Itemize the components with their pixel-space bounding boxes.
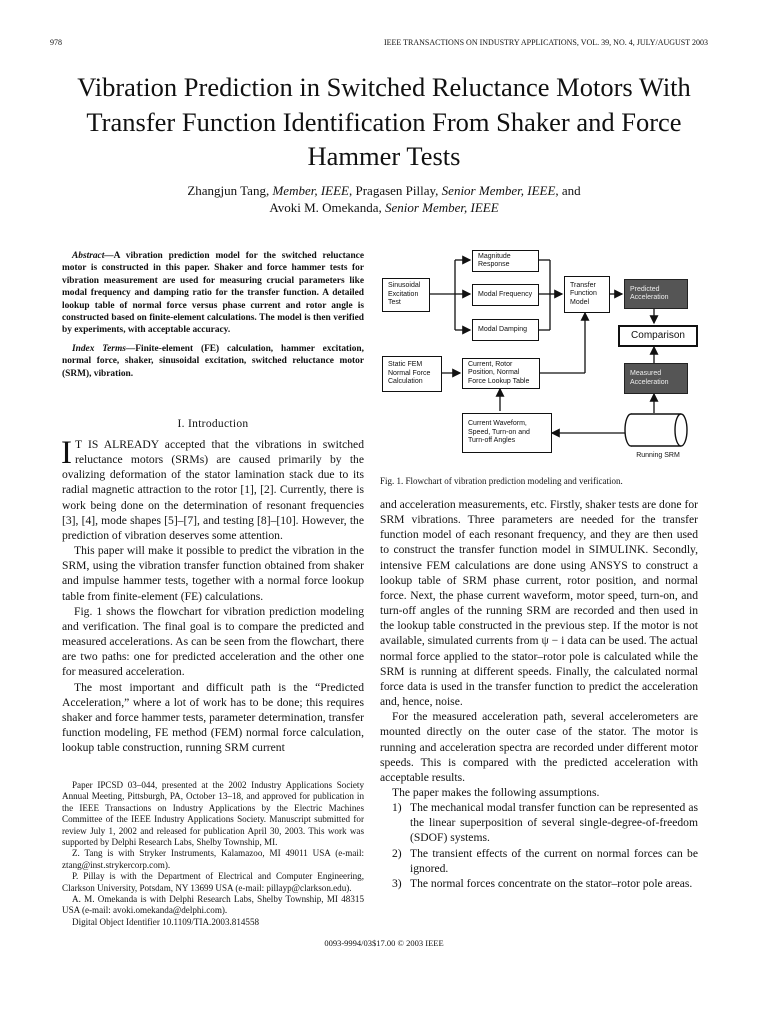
box-comparison: Comparison: [618, 325, 698, 347]
page-number: 978: [50, 38, 62, 47]
box-modal-frequency: Modal Frequency: [472, 284, 539, 306]
footnote-2: Z. Tang is with Stryker Instruments, Kalamazoo, MI 49011 USA (e-mail: ztang@inst.strykercorp.com).: [62, 848, 364, 870]
footnote-4: A. M. Omekanda is with Delphi Research Labs, Shelby Township, MI 48315 USA (e-mail: avoki.omekanda@delphi.com).: [62, 894, 364, 916]
list-item: 1) The mechanical modal transfer function can be represented as the linear superposition of several single-degree-of-freedom (SDOF) systems.: [392, 801, 698, 845]
intro-paragraph-2: This paper will make it possible to predict the vibration in the SRM, using the vibration transfer function obtained from shaker and impulse hammer tests, together with a normal force lookup table from finite-element (FE) calculations.: [62, 544, 364, 603]
footnote-3: P. Pillay is with the Department of Electrical and Computer Engineering, Clarkson University, Potsdam, NY 13699 USA (e-mail: pillayp@clarkson.edu).: [62, 871, 364, 893]
copyright-footer: 0093-9994/03$17.00 © 2003 IEEE: [324, 938, 444, 948]
list-item: 3) The normal forces concentrate on the stator–rotor pole areas.: [392, 876, 693, 890]
author-1-role: Member, IEEE: [272, 183, 349, 198]
figure-1-flowchart: [380, 246, 705, 466]
author-and: , and: [555, 183, 581, 198]
box-static-fem: Static FEM Normal Force Calculation: [382, 356, 442, 392]
abstract: [62, 250, 364, 380]
author-1: Zhangjun Tang,: [187, 183, 270, 198]
box-modal-damping: Modal Damping: [472, 319, 539, 341]
author-3: Avoki M. Omekanda,: [269, 200, 382, 215]
right-paragraph-1: and acceleration measurements, etc. Firstly, shaker tests are done for SRM vibrations. Three parameters are needed for the transfer function model of each resonant frequency, and they are then used to construct the transfer function model in SIMULINK. Secondly, intensive FEM calculations are done using ANSYS to construct a lookup table of SRM phase current, rotor position, and normal force. Next, the phase current waveform, motor speed, turn-on, and turn-off angles of the running SRM are recorded and then used in the lookup table constructed in the previous step. If the motor is not available, simulated currents from ψ − i data can be used. The actual normal force applied to the stator–rotor pole is calculated while the SRM is running at different speeds. Finally, the calculated normal force data is used in the transfer function to predict the acceleration and, hence, noise.: [380, 498, 698, 709]
intro-paragraph-3: Fig. 1 shows the flowchart for vibration prediction modeling and verification. The final goal is to compare the predicted and measured accelerations. As can be seen from the flowchart, there are two paths: one for predicted acceleration and the other one for measured acceleration.: [62, 604, 364, 679]
author-2: Pragasen Pillay,: [355, 183, 439, 198]
assumptions-list: [380, 800, 698, 891]
abstract-label: Abstract—: [72, 251, 114, 261]
footnote-5: Digital Object Identifier 10.1109/TIA.2003.814558: [72, 916, 260, 927]
right-paragraph-2: For the measured acceleration path, several accelerometers are mounted directly on the outer case of the stator. The motor is running and acceleration spectra are recorded under different motor speeds. This is compared with the predicted acceleration with acceptable results.: [380, 710, 698, 784]
author-line: Zhangjun Tang, Member, IEEE, Pragasen Pillay, Senior Member, IEEE, and Avoki M. Omekanda, Senior Member, IEEE: [187, 183, 581, 215]
lead-caps: T IS ALREADY: [75, 438, 159, 451]
paper-title: Vibration Prediction in Switched Reluctance Motors With Transfer Function Identification From Shaker and Force Hammer Tests: [77, 72, 691, 171]
section-heading: I. Introduction: [177, 418, 249, 430]
author-2-role: Senior Member, IEEE: [441, 183, 556, 198]
box-lookup-table: Current, Rotor Position, Normal Force Lookup Table: [462, 358, 540, 389]
right-column-body: [380, 497, 698, 891]
footnote-1: Paper IPCSD 03–044, presented at the 2002 Industry Applications Society Annual Meeting, Pittsburgh, PA, October 13–18, and approved for publication in the IEEE Transactions on Industry Applications by the Electric Machines Committee of the IEEE Industry Applications Society. Manuscript submitted for review July 1, 2002 and released for publication April 30, 2003. This work was supported by Delphi Research Labs, Shelby Township, MI.: [62, 780, 364, 848]
left-column-body: [62, 437, 364, 755]
box-transfer-function: Transfer Function Model: [564, 276, 610, 313]
index-terms-text: Finite-element (FE) calculation, hammer excitation, normal force, shaker, sinusoidal excitation, switched reluctance motor (SRM), vibration.: [62, 343, 364, 379]
box-measured-acceleration: Measured Acceleration: [624, 363, 688, 394]
list-item: 2) The transient effects of the current on normal forces can be ignored.: [392, 846, 698, 875]
abstract-text: A vibration prediction model for the switched reluctance motor is constructed in this paper. Shaker and force hammer tests for vibration measurement are used for measuring crucial parameters like modal frequency and damping ratio for the transfer function. A detailed lookup table of normal force versus phase current and rotor angle is constructed based on finite-element calculations. The model is then verified by experiments, with acceptable accuracy.: [62, 251, 364, 336]
box-magnitude-response: Magnitude Response: [472, 250, 539, 272]
box-current-waveform: Current Waveform, Speed, Turn-on and Turn-off Angles: [462, 413, 552, 453]
footnote: [62, 780, 364, 928]
index-terms-label: Index Terms—: [72, 343, 136, 354]
intro-paragraph-1: accepted that the vibrations in switched reluctance motors (SRMs) are caused primarily by the ovalizing deformation of the stator lamination stack due to its radial magnetic attraction to the rotor [1], [2]. Currently, there is work being done on the determination of resonant frequencies [3], [4], mode shapes [5]–[7], and testing [8]–[10]. However, the prediction of vibration deserves some attention.: [62, 438, 364, 542]
box-predicted-acceleration: Predicted Acceleration: [624, 279, 688, 309]
motor-cylinder-icon: [625, 414, 687, 446]
figure-1-caption: Fig. 1. Flowchart of vibration prediction modeling and verification.: [380, 476, 623, 486]
right-paragraph-3: The paper makes the following assumptions.: [392, 785, 600, 799]
intro-paragraph-4: The most important and difficult path is the “Predicted Acceleration,” where a lot of work has to be done; this requires shaker and force hammer tests, parameter determination, transfer function modeling, FE method (FEM) normal force calculation, lookup table construction, running SRM current: [62, 680, 364, 755]
box-sinusoidal-excitation: Sinusoidal Excitation Test: [382, 278, 430, 312]
author-3-role: Senior Member, IEEE: [384, 200, 499, 215]
running-header: IEEE TRANSACTIONS ON INDUSTRY APPLICATIONS, VOL. 39, NO. 4, JULY/AUGUST 2003: [383, 38, 708, 47]
label-running-srm: Running SRM: [624, 449, 692, 463]
drop-cap: I: [61, 435, 72, 471]
